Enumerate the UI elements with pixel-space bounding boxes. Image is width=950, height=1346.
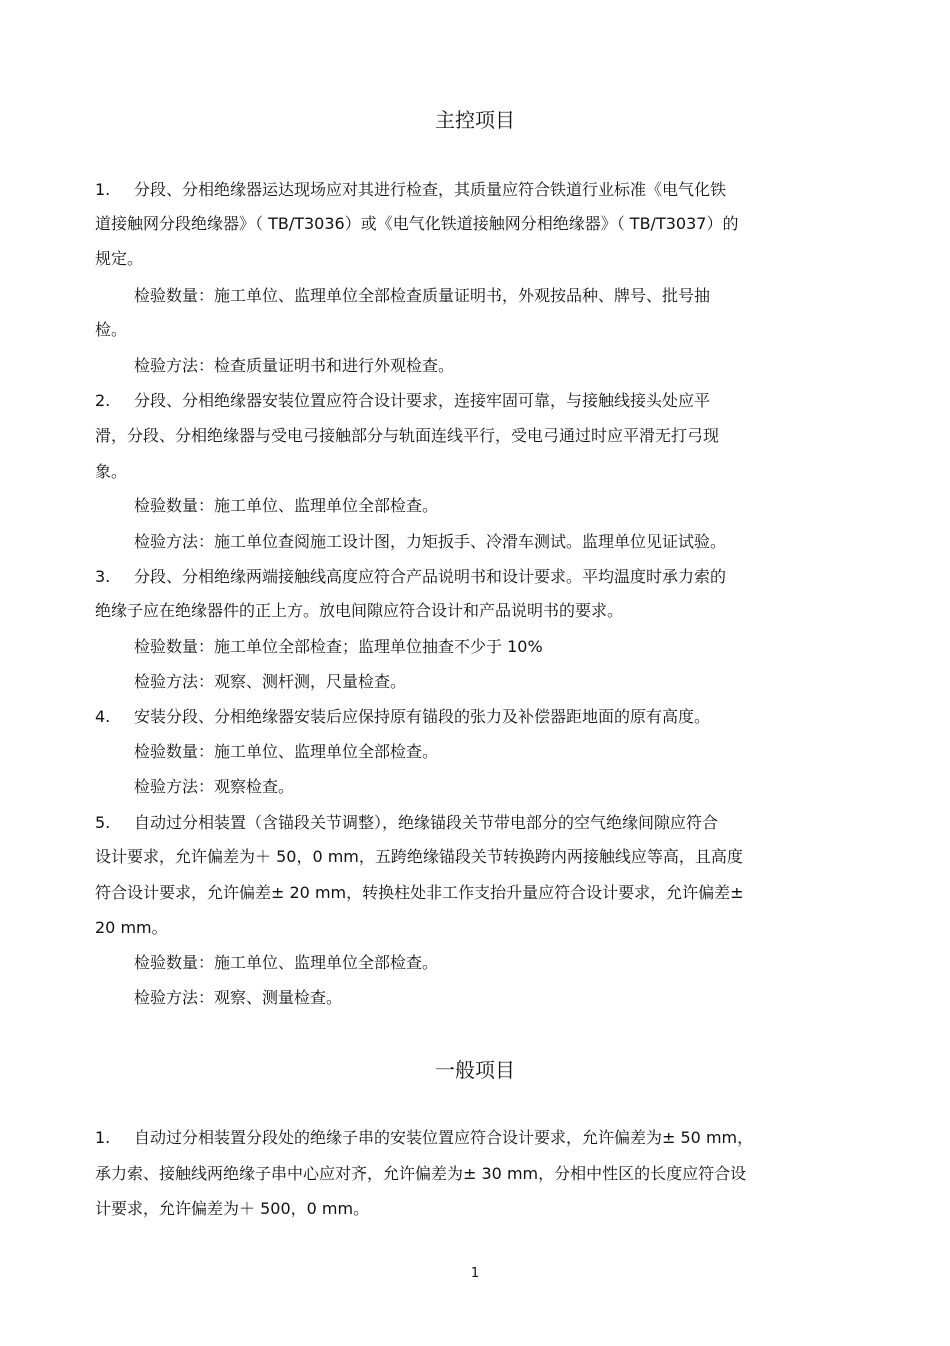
item-number: 4. [95,707,111,726]
item-3-inspection-method: 检验方法：观察、测杆测，尺量检查。 [134,672,407,691]
item-number: 3. [95,567,111,586]
item-1-line-2: 道接触网分段绝缘器》（ TB/T3036）或《电气化铁道接触网分相绝缘器》（ TB/T3037）的 [95,214,739,233]
item-5-inspection-method: 检验方法：观察、测量检查。 [134,988,343,1007]
item-1-inspection-quantity: 检验数量：施工单位、监理单位全部检查质量证明书，外观按品种、牌号、批号抽 [134,286,711,305]
item-3-line-1: 3. 分段、分相绝缘两端接触线高度应符合产品说明书和设计要求。平均温度时承力索的 [95,567,727,586]
item-5-line-4: 20 mm。 [95,918,168,937]
page-number: 1 [470,1266,480,1281]
general-item-1-line-2: 承力索、接触线两绝缘子串中心应对齐，允许偏差为± 30 mm，分相中性区的长度应符合设 [95,1164,747,1183]
item-2-line-2: 滑，分段、分相绝缘器与受电弓接触部分与轨面连线平行，受电弓通过时应平滑无打弓现 [95,426,720,445]
item-3-inspection-quantity: 检验数量：施工单位全部检查；监理单位抽查不少于 10% [134,637,543,656]
item-2-inspection-quantity: 检验数量：施工单位、监理单位全部检查。 [134,496,439,515]
section-title-main: 主控项目 [435,108,515,132]
item-4-line-1: 4. 安装分段、分相绝缘器安装后应保持原有锚段的张力及补偿器距地面的原有高度。 [95,707,711,726]
item-5-line-2: 设计要求，允许偏差为＋ 50，0 mm，五跨绝缘锚段关节转换跨内两接触线应等高，且高度 [95,847,743,866]
item-1-inspection-quantity-cont: 检。 [95,320,128,339]
item-5-inspection-quantity: 检验数量：施工单位、监理单位全部检查。 [134,953,439,972]
item-1-line-3: 规定。 [95,249,144,268]
item-number: 1. [95,180,111,199]
item-number: 1. [95,1128,111,1147]
item-2-line-3: 象。 [95,462,128,481]
general-item-1-line-3: 计要求，允许偏差为＋ 500，0 mm。 [95,1199,370,1218]
item-number: 5. [95,813,111,832]
item-number: 2. [95,391,111,410]
item-2-inspection-method: 检验方法：施工单位查阅施工设计图，力矩扳手、冷滑车测试。监理单位见证试验。 [134,532,727,551]
item-5-line-1: 5. 自动过分相装置（含锚段关节调整），绝缘锚段关节带电部分的空气绝缘间隙应符合 [95,813,719,832]
item-1-inspection-method: 检验方法：检查质量证明书和进行外观检查。 [134,356,455,375]
item-5-line-3: 符合设计要求，允许偏差± 20 mm，转换柱处非工作支抬升量应符合设计要求，允许偏差± [95,883,744,902]
item-4-inspection-quantity: 检验数量：施工单位、监理单位全部检查。 [134,742,439,761]
item-3-line-2: 绝缘子应在绝缘器件的正上方。放电间隙应符合设计和产品说明书的要求。 [95,601,624,620]
item-2-line-1: 2. 分段、分相绝缘器安装位置应符合设计要求，连接牢固可靠，与接触线接头处应平 [95,391,711,410]
general-item-1-line-1: 1. 自动过分相装置分段处的绝缘子串的安装位置应符合设计要求，允许偏差为± 50 mm， [95,1128,754,1147]
section-title-general: 一般项目 [435,1058,515,1082]
item-4-inspection-method: 检验方法：观察检查。 [134,777,295,796]
item-1-line-1: 1. 分段、分相绝缘器运达现场应对其进行检查，其质量应符合铁道行业标准《电气化铁 [95,180,727,199]
